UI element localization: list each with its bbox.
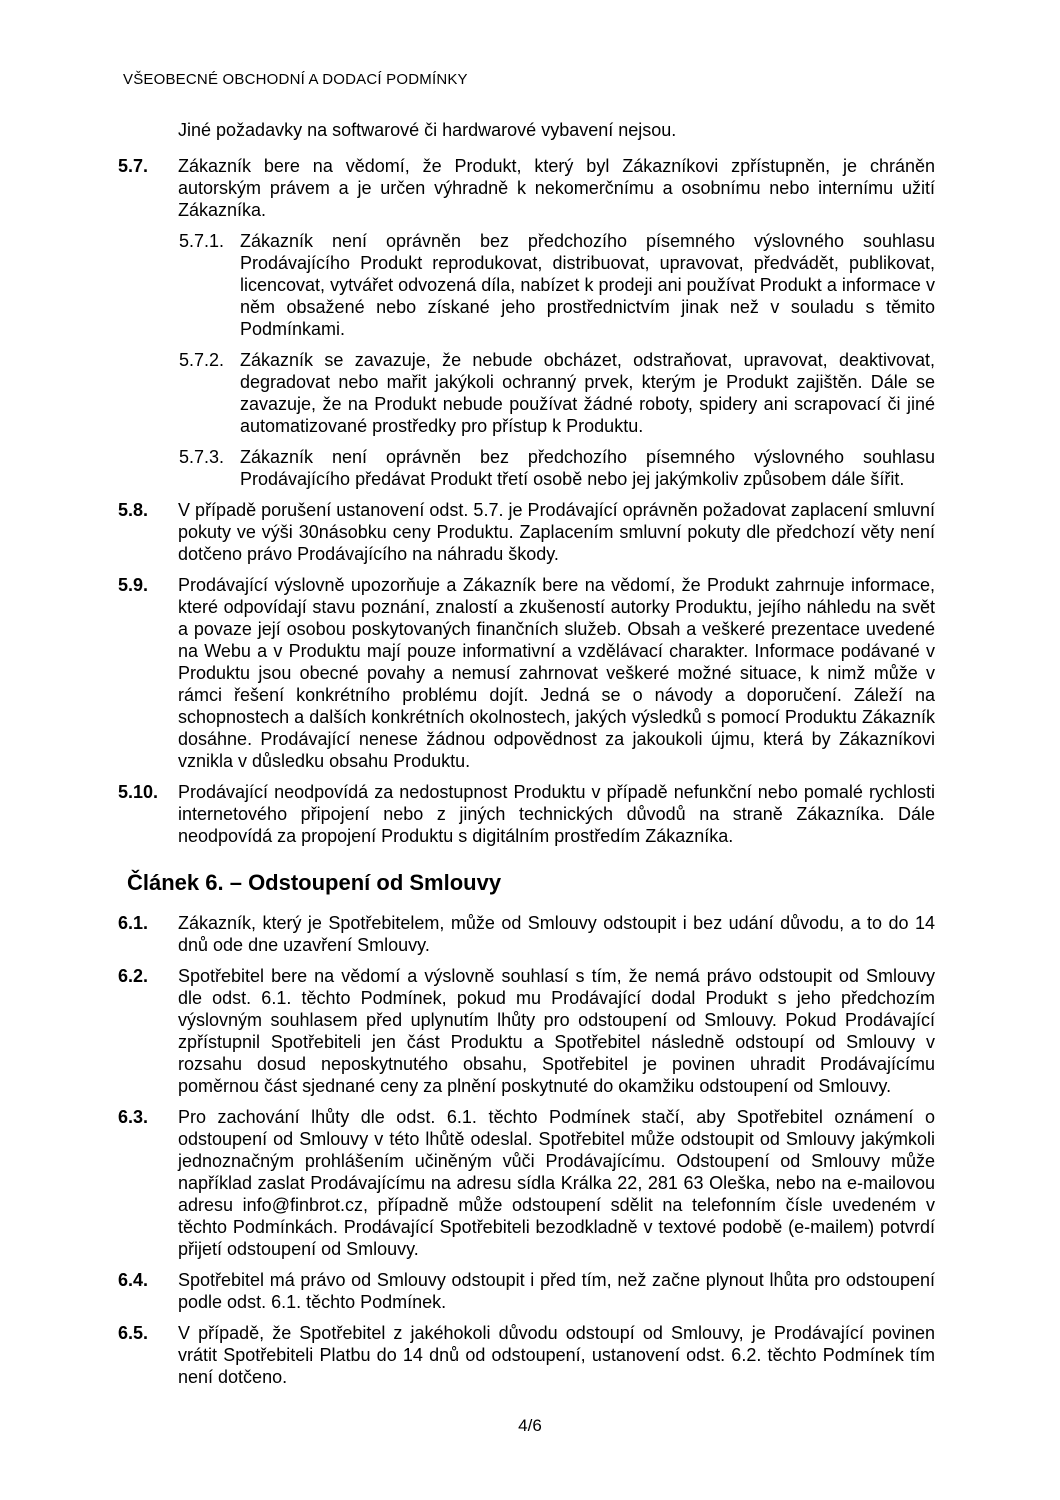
- clause-text: Spotřebitel má právo od Smlouvy odstoupit i před tím, než začne plynout lhůta pro odstoupení podle odst. 6.1. těchto Podmínek.: [178, 1270, 935, 1312]
- article-6-heading: Článek 6. – Odstoupení od Smlouvy: [127, 870, 502, 895]
- clause-number: 5.7.3.: [179, 447, 225, 467]
- clause-5-7: [118, 155, 935, 221]
- clause-number: 6.5.: [118, 1323, 149, 1343]
- clause-number: 6.3.: [118, 1107, 149, 1127]
- clause-number: 5.10.: [118, 782, 159, 802]
- page-number: 4/6: [518, 1416, 542, 1435]
- clause-6-2: [118, 965, 935, 1097]
- clause-number: 6.2.: [118, 966, 149, 986]
- clause-5-7-2: [179, 349, 935, 437]
- clause-number: 6.1.: [118, 913, 149, 933]
- document-body: [118, 119, 935, 1397]
- clause-number: 5.7.2.: [179, 350, 225, 370]
- clause-6-5: [118, 1322, 935, 1388]
- clause-text: Prodávající neodpovídá za nedostupnost Produktu v případě nefunkční nebo pomalé rychlosti internetového připojení nebo z jiných technických důvodů na straně Zákazníka. Dále neodpovídá za propojení Produktu s digitálním prostředím Zákazníka.: [178, 782, 935, 846]
- clause-text: Zákazník se zavazuje, že nebude obcházet, odstraňovat, upravovat, deaktivovat, degradovat nebo mařit jakýkoli ochranný prvek, kterým je Produkt zajištěn. Dále se zavazuje, že na Produkt nebude používat žádné roboty, spidery ani scrapovací či jiné automatizované prostředky pro přístup k Produktu.: [240, 350, 935, 436]
- clause-text: Zákazník, který je Spotřebitelem, může od Smlouvy odstoupit i bez udání důvodu, a to do 14 dnů ode dne uzavření Smlouvy.: [178, 913, 935, 955]
- intro-paragraph: Jiné požadavky na softwarové či hardwarové vybavení nejsou.: [178, 120, 677, 140]
- clause-text: Spotřebitel bere na vědomí a výslovně souhlasí s tím, že nemá právo odstoupit od Smlouvy dle odst. 6.1. těchto Podmínek, pokud mu Prodávající dodal Produkt s jeho předchozím výslovným souhlasem před uplynutím lhůty pro odstoupení od Smlouvy. Pokud Prodávající zpřístupnil Spotřebiteli jen část Produktu a Spotřebitel následně odstoupí od Smlouvy v rozsahu dosud neposkytnutého obsahu, Spotřebitel je povinen uhradit Prodávajícímu poměrnou část sjednané ceny za plnění poskytnuté do okamžiku odstoupení od Smlouvy.: [178, 966, 935, 1096]
- clause-6-1: [118, 912, 935, 956]
- clause-number: 5.7.1.: [179, 231, 225, 251]
- clause-number: 5.9.: [118, 575, 149, 595]
- clause-text: Pro zachování lhůty dle odst. 6.1. těchto Podmínek stačí, aby Spotřebitel oznámení o odstoupení od Smlouvy v této lhůtě odeslal. Spotřebitel může odstoupit od Smlouvy jakýmkoli jednoznačným prohlášením učiněným vůči Prodávajícímu. Odstoupení od Smlouvy může například zaslat Prodávajícímu na adresu sídla Králka 22, 281 63 Oleška, nebo na e-mailovou adresu info@finbrot.cz, případně může odstoupení sdělit na telefonním čísle uvedeném v těchto Podmínkách. Prodávající Spotřebiteli bezodkladně v textové podobě (e-mailem) potvrdí přijetí odstoupení od Smlouvy.: [178, 1107, 935, 1259]
- document-title: VŠEOBECNÉ OBCHODNÍ A DODACÍ PODMÍNKY: [123, 71, 468, 88]
- clause-5-9: [118, 574, 935, 772]
- clause-text: Zákazník není oprávněn bez předchozího písemného výslovného souhlasu Prodávajícího Produkt reprodukovat, distribuovat, upravovat, předvádět, publikovat, licencovat, vytvářet odvozená díla, nabízet k prodeji ani používat Produkt a informace v něm obsažené nebo získané jeho prostřednictvím jinak než v souladu s těmito Podmínkami.: [240, 231, 935, 339]
- clause-6-3: [118, 1106, 935, 1260]
- clause-5-8: [118, 499, 935, 565]
- clause-text: Zákazník bere na vědomí, že Produkt, který byl Zákazníkovi zpřístupněn, je chráněn autorským právem a je určen výhradně k nekomerčnímu a osobnímu nebo internímu užití Zákazníka.: [178, 156, 935, 220]
- clause-text: Zákazník není oprávněn bez předchozího písemného výslovného souhlasu Prodávajícího předávat Produkt třetí osobě nebo jej jakýmkoliv způsobem dále šířit.: [240, 447, 935, 489]
- clause-5-7-1: [179, 230, 935, 340]
- clause-5-10: [118, 781, 935, 847]
- clause-text: Prodávající výslovně upozorňuje a Zákazník bere na vědomí, že Produkt zahrnuje informace, které odpovídají stavu poznání, znalostí a zkušeností autorky Produktu, jejího náhledu na svět a povaze její osobou poskytovaných finančních služeb. Obsah a veškeré prezentace uvedené na Webu a v Produktu mají pouze informativní a vzdělávací charakter. Informace podávané v Produktu jsou obecné povahy a nemusí zahrnovat veškeré možné situace, k nimž může v rámci řešení konkrétního problému dojít. Jedná se o návody a doporučení. Záleží na schopnostech a dalších konkrétních okolnostech, jakých výsledků s pomocí Produktu Zákazník dosáhne. Prodávající nenese žádnou odpovědnost za jakoukoli újmu, která by Zákazníkovi vznikla v důsledku obsahu Produktu.: [178, 575, 935, 771]
- clause-number: 5.8.: [118, 500, 149, 520]
- clause-text: V případě porušení ustanovení odst. 5.7. je Prodávající oprávněn požadovat zaplacení smluvní pokuty ve výši 30násobku ceny Produktu. Zaplacením smluvní pokuty dle předchozí věty není dotčeno právo Prodávajícího na náhradu škody.: [178, 500, 935, 564]
- clause-number: 5.7.: [118, 156, 149, 176]
- clause-6-4: [118, 1269, 935, 1313]
- clause-text: V případě, že Spotřebitel z jakéhokoli důvodu odstoupí od Smlouvy, je Prodávající povinen vrátit Spotřebiteli Platbu do 14 dnů od odstoupení, ustanovení odst. 6.2. těchto Podmínek tím není dotčeno.: [178, 1323, 935, 1387]
- clause-5-7-3: [179, 446, 935, 490]
- clause-number: 6.4.: [118, 1270, 149, 1290]
